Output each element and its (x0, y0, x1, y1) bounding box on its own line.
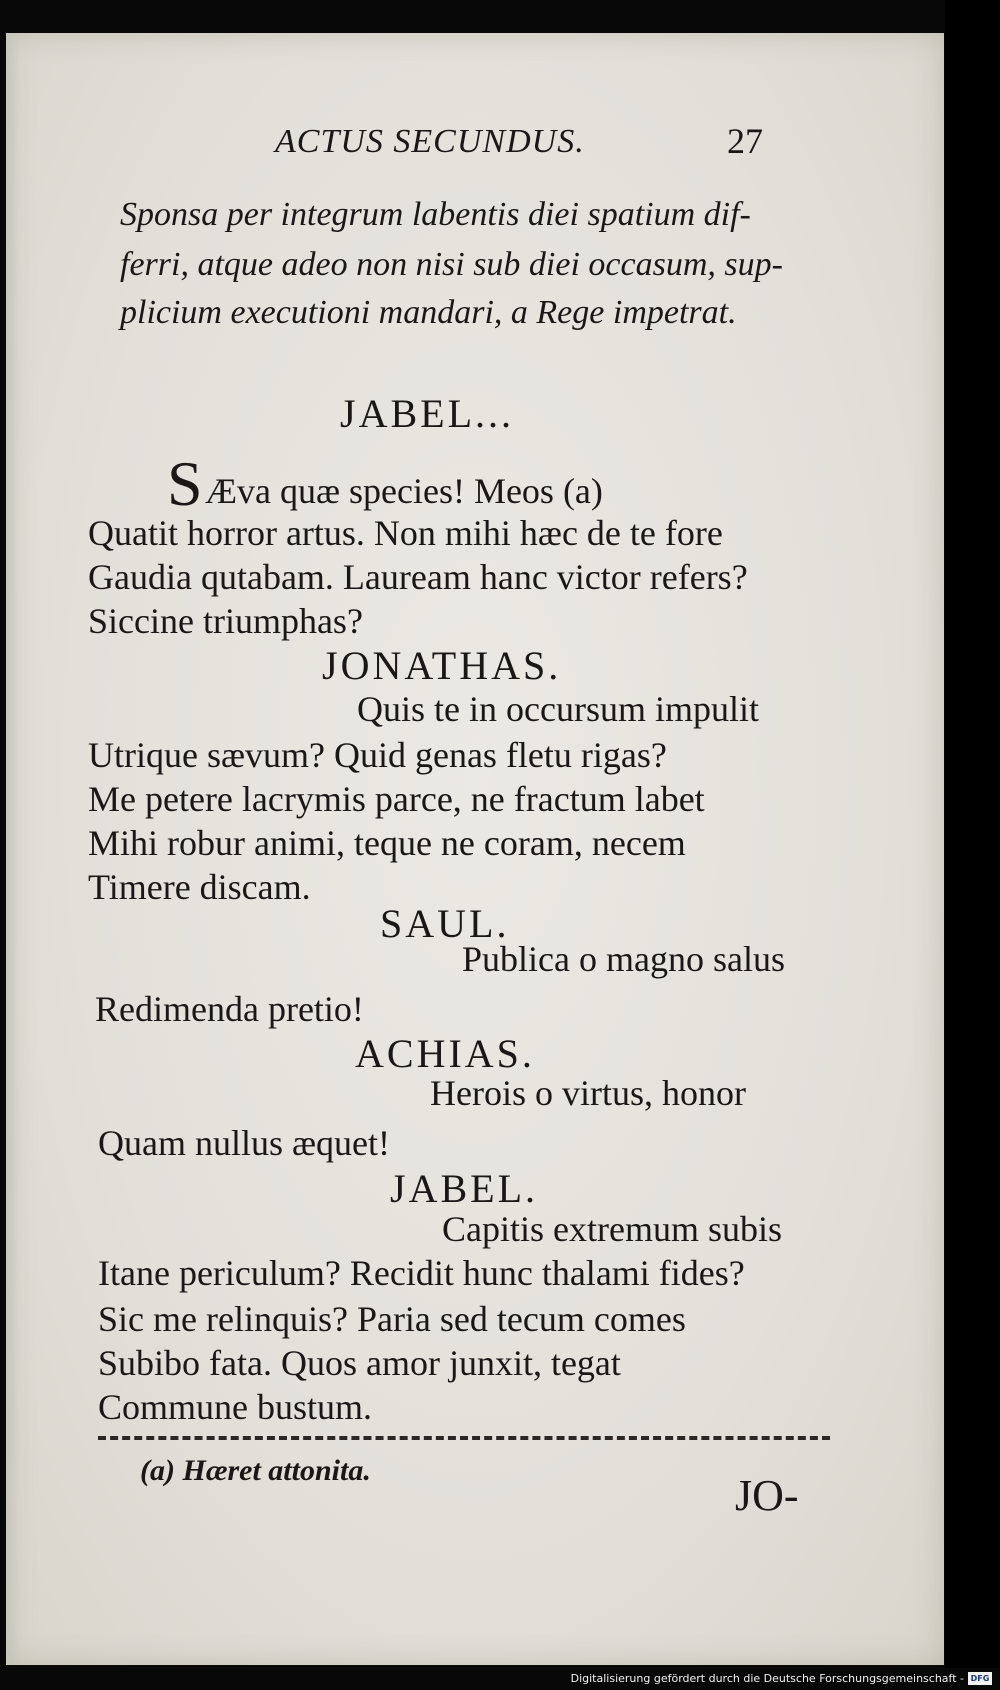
argument-line: ferri, atque adeo non nisi sub diei occasum, sup- (120, 246, 783, 283)
verse-line: Herois o virtus, honor (430, 1073, 746, 1113)
argument-line: plicium executioni mandari, a Rege impetrat. (120, 294, 737, 331)
scan-background-right (945, 0, 1000, 1690)
verse-line: Utrique sævum? Quid genas fletu rigas? (88, 735, 667, 775)
speaker-heading: SAUL. (380, 901, 510, 946)
page-number: 27 (727, 121, 763, 161)
verse-line: Quis te in occursum impulit (357, 689, 759, 729)
footnote: (a) Hæret attonita. (140, 1454, 371, 1487)
speaker-heading: JABEL... (340, 391, 514, 436)
verse-line: Æva quæ species! Meos (a) (205, 471, 603, 511)
drop-cap: S (167, 448, 203, 519)
verse-line: Timere discam. (88, 867, 311, 907)
speaker-heading: ACHIAS. (355, 1031, 535, 1076)
speaker-heading: JABEL. (390, 1166, 538, 1211)
footnote-rule (98, 1436, 830, 1440)
verse-line: Redimenda pretio! (95, 989, 364, 1029)
verse-line: Itane periculum? Recidit hunc thalami fides? (98, 1253, 745, 1293)
verse-line: Subibo fata. Quos amor junxit, tegat (98, 1343, 621, 1383)
verse-line: Quam nullus æquet! (98, 1123, 390, 1163)
verse-line: Capitis extremum subis (442, 1209, 782, 1249)
running-head: ACTUS SECUNDUS. (275, 123, 585, 160)
verse-line: Mihi robur animi, teque ne coram, necem (88, 823, 686, 863)
speaker-heading: JONATHAS. (322, 643, 562, 688)
verse-line: Gaudia qutabam. Lauream hanc victor refers? (88, 557, 748, 597)
page-gutter-shadow (6, 33, 18, 1665)
digitization-credit: Digitalisierung gefördert durch die Deutsche Forschungsgemeinschaft - (570, 1672, 964, 1685)
verse-line: Publica o magno salus (462, 939, 785, 979)
verse-line: Me petere lacrymis parce, ne fractum labet (88, 779, 705, 819)
verse-line: Commune bustum. (98, 1387, 373, 1427)
catchword: JO- (735, 1471, 799, 1520)
verse-line: Siccine triumphas? (88, 601, 363, 641)
dfg-logo: DFG (968, 1672, 992, 1685)
verse-line: Sic me relinquis? Paria sed tecum comes (98, 1299, 686, 1339)
argument-line: Sponsa per integrum labentis diei spatium dif- (120, 196, 751, 233)
verse-line: Quatit horror artus. Non mihi hæc de te fore (88, 513, 723, 553)
